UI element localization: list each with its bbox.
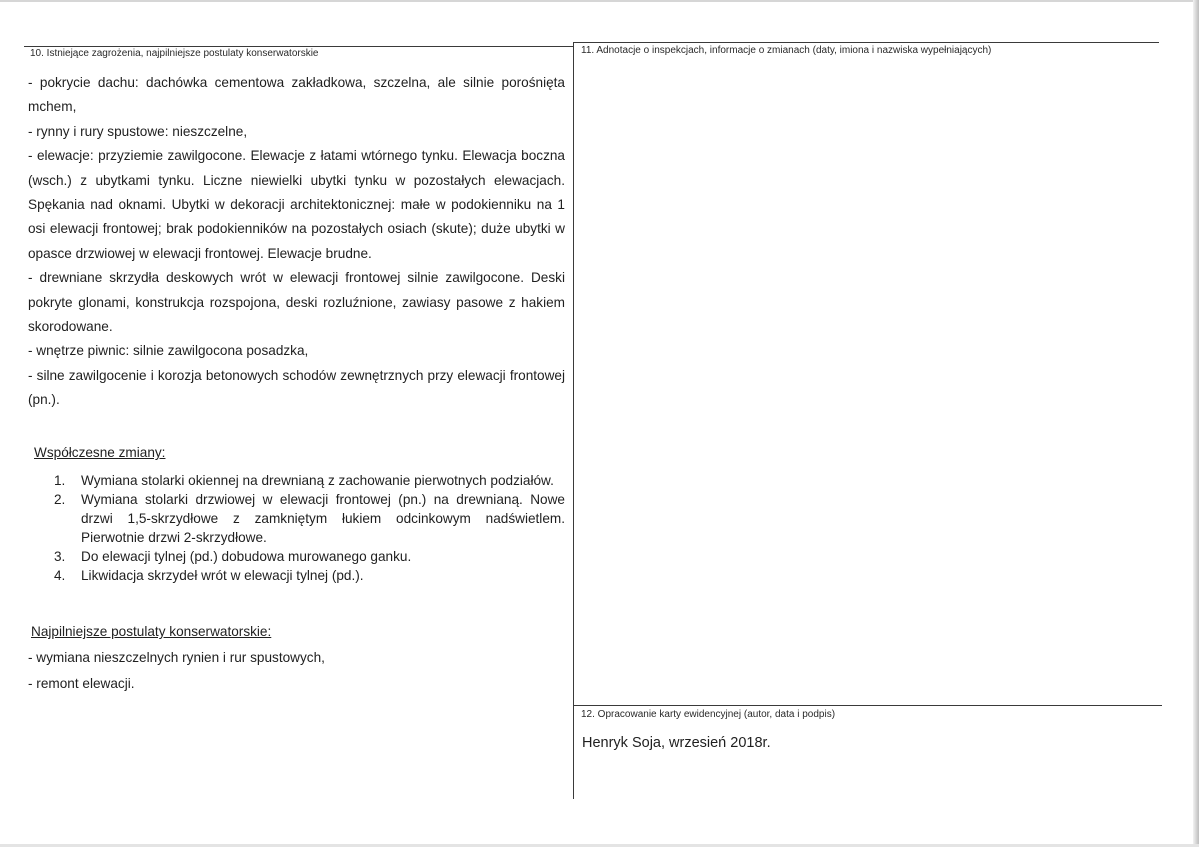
postulate-item-gutters: - wymiana nieszczelnych rynien i rur spustowych, — [28, 650, 325, 665]
column-divider — [573, 42, 574, 799]
threat-item-gutters: - rynny i rury spustowe: nieszczelne, — [28, 123, 248, 139]
top-rule-left — [24, 46, 573, 47]
postulates-list — [28, 645, 565, 697]
threat-item-cellar: - wnętrze piwnic: silnie zawilgocona posadzka, — [28, 343, 309, 359]
section11-header: 11. Adnotacje o inspekcjach, informacje o zmianach (daty, imiona i nazwiska wypełniających) — [581, 45, 992, 56]
page-top-edge — [0, 0, 1199, 2]
list-item — [28, 566, 565, 585]
section12-rule — [573, 705, 1162, 706]
page-right-edge — [1193, 0, 1199, 847]
list-item-number: 3. — [54, 549, 66, 564]
threat-item-gate: - drewniane skrzydła deskowych wrót w elewacji frontowej silnie zawilgocone. Deski pokryte glonami, konstrukcja rozspojona, deski rozluźnione, zawiasy pasowe z hakiem skorodowane. — [28, 270, 565, 335]
list-item — [28, 547, 565, 566]
postulates-heading: Najpilniejsze postulaty konserwatorskie: — [31, 624, 272, 639]
changes-list — [28, 471, 565, 585]
list-item-text: Do elewacji tylnej (pd.) dobudowa murowanego ganku. — [81, 549, 412, 564]
list-item-number: 2. — [54, 492, 66, 507]
list-item-number: 4. — [54, 568, 66, 583]
threat-item-roof: - pokrycie dachu: dachówka cementowa zakładkowa, szczelna, ale silnie porośnięta mchem, — [28, 75, 565, 115]
list-item-text: Wymiana stolarki drzwiowej w elewacji frontowej (pn.) na drewnianą. Nowe drzwi 1,5-skrzydłowe z zamkniętym łukiem odcinkowym nadświetlem. Pierwotnie drzwi 2-skrzydłowe. — [81, 492, 565, 545]
author-signature-text: Henryk Soja, wrzesień 2018r. — [582, 735, 771, 751]
threat-item-elevations: - elewacje: przyziemie zawilgocone. Elewacje z łatami wtórnego tynku. Elewacja boczna (wsch.) z ubytkami tynku. Liczne niewielki ubytki tynku w pozostałych elewacjach. Spękania nad oknami. Ubytki w dekoracji architektonicznej: małe w podokienniku na 1 osi elewacji frontowej; brak podokienników na pozostałych osiach (skute); duże ubytki w opasce drzwiowej w elewacji frontowej. Elewacje brudne. — [28, 148, 565, 261]
section12-header: 12. Opracowanie karty ewidencyjnej (autor, data i podpis) — [581, 709, 836, 720]
section10-header: 10. Istniejące zagrożenia, najpilniejsze postulaty konserwatorskie — [30, 48, 319, 59]
top-rule-right — [573, 42, 1159, 43]
postulate-item-elevations: - remont elewacji. — [28, 676, 135, 691]
threats-list — [28, 71, 565, 413]
list-item-text: Likwidacja skrzydeł wrót w elewacji tylnej (pd.). — [81, 568, 364, 583]
changes-heading: Współczesne zmiany: — [34, 445, 166, 460]
threat-item-stairs: - silne zawilgocenie i korozja betonowych schodów zewnętrznych przy elewacji frontowej (pn.). — [28, 367, 565, 408]
list-item-text: Wymiana stolarki okiennej na drewnianą z zachowanie pierwotnych podziałów. — [81, 473, 554, 488]
list-item-number: 1. — [54, 473, 66, 488]
list-item — [28, 490, 565, 547]
list-item — [28, 471, 565, 490]
